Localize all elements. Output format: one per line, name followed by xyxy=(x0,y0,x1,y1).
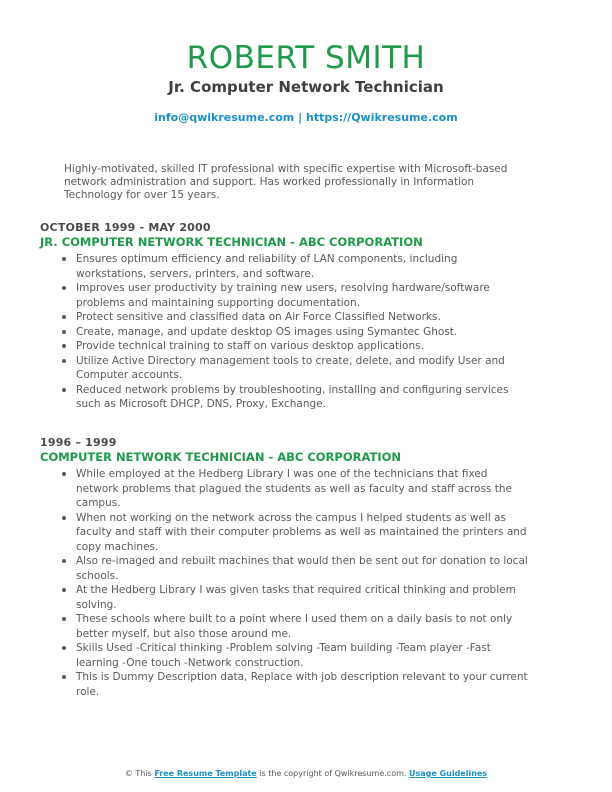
footer-prefix: © This xyxy=(124,769,152,778)
bullet-text: At the Hedberg Library I was given tasks that required critical thinking and problem solving. xyxy=(76,584,516,611)
bullet-item xyxy=(40,641,530,670)
bullet-item xyxy=(40,325,530,340)
free-resume-template-link[interactable]: Free Resume Template xyxy=(154,769,257,778)
bullet-item xyxy=(40,554,530,583)
usage-guidelines-link[interactable]: Usage Guidelines xyxy=(408,769,488,778)
job-dates: 1996 – 1999 xyxy=(40,436,117,449)
bullet-text: While employed at the Hedberg Library I was one of the technicians that fixed network problems that plagued the students as well as faculty and staff across the campus. xyxy=(76,468,512,509)
bullet-item xyxy=(40,310,530,325)
bullet-text: Create, manage, and update desktop OS images using Symantec Ghost. xyxy=(76,325,458,338)
bullet-text: Skills Used -Critical thinking -Problem solving -Team building -Team player -Fast learning -One touch -Network construction. xyxy=(76,642,491,669)
job-role: JR. COMPUTER NETWORK TECHNICIAN - ABC CORPORATION xyxy=(40,235,423,249)
bullet-icon xyxy=(62,388,66,392)
bullet-icon xyxy=(62,344,66,348)
bullet-icon xyxy=(62,472,66,476)
job-role: COMPUTER NETWORK TECHNICIAN - ABC CORPORATION xyxy=(40,450,402,464)
bullet-icon xyxy=(62,315,66,319)
candidate-name: ROBERT SMITH xyxy=(186,40,426,76)
job-dates: OCTOBER 1999 - MAY 2000 xyxy=(40,221,211,234)
footer-copyright: is the copyright of Qwikresume.com. xyxy=(259,769,407,778)
bullet-icon xyxy=(62,359,66,363)
bullet-icon xyxy=(62,588,66,592)
bullet-text: Provide technical training to staff on various desktop applications. xyxy=(76,340,424,352)
bullet-text: Utilize Active Directory management tools to create, delete, and modify User and Computer accounts. xyxy=(76,354,505,381)
contact-line xyxy=(0,110,612,126)
bullet-icon xyxy=(62,286,66,290)
job-bullets xyxy=(40,252,530,412)
bullet-item xyxy=(40,339,530,354)
bullet-text: These schools where built to a point where I used them on a daily basis to not only better myself, but also those around me. xyxy=(76,613,513,640)
footer xyxy=(0,768,612,780)
bullet-text: This is Dummy Description data, Replace with job description relevant to your current role. xyxy=(76,671,528,698)
bullet-item xyxy=(40,383,530,412)
bullet-item xyxy=(40,612,530,641)
bullet-icon xyxy=(62,646,66,650)
bullet-icon xyxy=(62,559,66,563)
bullet-item xyxy=(40,252,530,281)
bullet-icon xyxy=(62,675,66,679)
bullet-text: Ensures optimum efficiency and reliability of LAN components, including workstations, servers, printers, and software. xyxy=(76,253,458,280)
bullet-icon xyxy=(62,516,66,520)
email-link[interactable]: info@qwikresume.com xyxy=(154,111,295,124)
bullet-item xyxy=(40,670,530,699)
bullet-item xyxy=(40,583,530,612)
bullet-icon xyxy=(62,617,66,621)
bullet-text: Protect sensitive and classified data on Air Force Classified Networks. xyxy=(76,311,441,323)
bullet-item xyxy=(40,354,530,383)
bullet-text: Improves user productivity by training new users, resolving hardware/software problems and maintaining supporting documentation. xyxy=(76,282,490,309)
bullet-icon xyxy=(62,257,66,261)
bullet-text: When not working on the network across the campus I helped students as well as faculty and staff with their computer problems as well as maintained the printers and copy machines. xyxy=(76,511,527,553)
bullet-item xyxy=(40,281,530,310)
bullet-icon xyxy=(62,330,66,334)
contact-separator: | xyxy=(298,111,303,124)
experience-entry xyxy=(40,221,530,412)
summary-paragraph: Highly-motivated, skilled IT professional with specific expertise with Microsoft-based network administration and support. Has worked professionally in Information Technology for over 15 years. xyxy=(64,163,508,201)
candidate-title: Jr. Computer Network Technician xyxy=(168,78,444,96)
bullet-text: Reduced network problems by troubleshooting, installing and configuring services such as Microsoft DHCP, DNS, Proxy, Exchange. xyxy=(76,383,509,410)
experience-entry xyxy=(40,436,530,699)
bullet-text: Also re-imaged and rebuilt machines that would then be sent out for donation to local schools. xyxy=(76,555,528,582)
bullet-item xyxy=(40,467,530,511)
bullet-item xyxy=(40,511,530,555)
website-link[interactable]: https://Qwikresume.com xyxy=(305,111,458,124)
job-bullets xyxy=(40,467,530,699)
